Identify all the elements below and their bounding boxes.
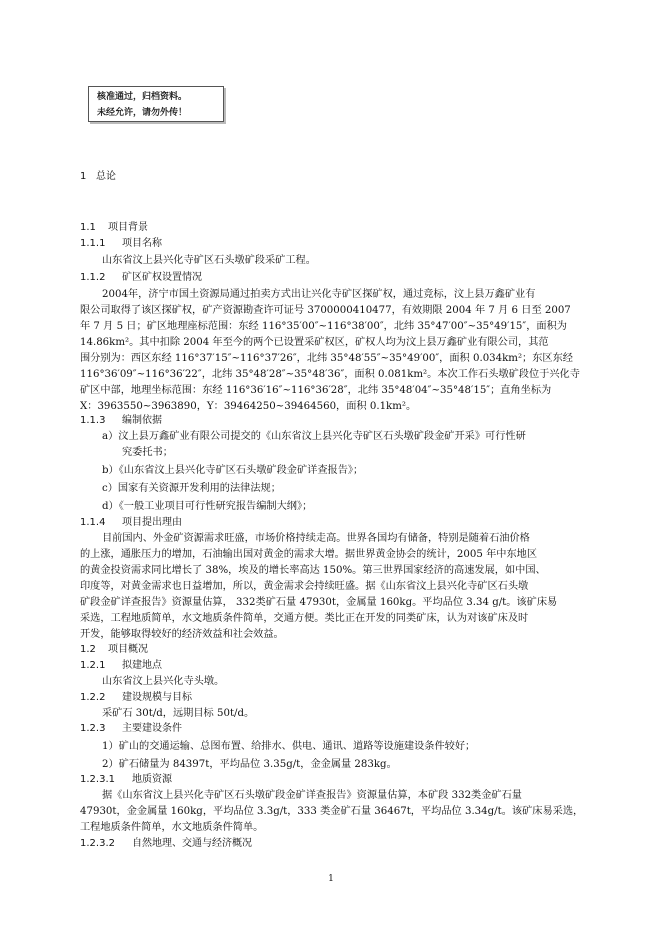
scale-text: 采矿石 30t/d，远期目标 50t/d。 (102, 708, 255, 719)
section-1-2-3-2-title: 自然地理、交通与经济概况 (132, 838, 252, 849)
approval-stamp (88, 86, 224, 122)
section-1-2-number: 1.2 (80, 644, 96, 655)
reason-line-1: 目前国内、外金矿资源需求旺盛，市场价格持续走高。世界各国均有储备，特别是随着石油价格 (102, 533, 530, 544)
resource-line-3: 工程地质条件简单，水文地质条件简单。 (80, 822, 264, 833)
basis-item-a-cont: 究委托书； (122, 447, 173, 458)
chapter-number: 1 (80, 171, 87, 182)
section-1-2-3-2-number: 1.2.3.2 (80, 838, 115, 849)
section-1-2-3-1-number: 1.2.3.1 (80, 774, 115, 785)
section-1-1-title: 项目背景 (108, 222, 148, 233)
section-1-2-1-number: 1.2.1 (80, 660, 106, 671)
section-1-1-4-title: 项目提出理由 (122, 517, 182, 528)
condition-item-2: 2）矿石储量为 84397t，平均品位 3.35g/t，金金属量 283kg。 (102, 759, 397, 770)
section-1-2-2-title: 建设规模与目标 (122, 692, 192, 703)
stamp-line-2: 未经允许，请勿外传！ (97, 108, 188, 118)
basis-item-d: d）《一般工业项目可行性研究报告编制大纲》； (102, 501, 313, 512)
rights-line-1: 2004年，济宁市国土资源局通过拍卖方式出让兴化寺矿区探矿权，通过竞标，汶上县万鑫矿业有 (102, 289, 536, 300)
reason-line-5: 矿段金矿详查报告》资源量估算， 332类矿石量 47930t，金属量 160kg。平均品位 3.34 g/t。该矿床易 (80, 597, 558, 608)
reason-line-6: 采选，工程地质简单，水文地质条件简单，交通方便。类比正在开发的同类矿床，认为对该矿床及时 (80, 613, 529, 624)
basis-item-b: b）《山东省汶上县兴化寺矿区石头墩矿段金矿详查报告》； (102, 465, 364, 476)
basis-item-c: c）国家有关资源开发利用的法律法规； (102, 483, 281, 494)
basis-item-a: a）汶上县万鑫矿业有限公司提交的《山东省汶上县兴化寺矿区石头墩矿段金矿开采》可行性研 (102, 431, 526, 442)
reason-line-2: 的上涨，通胀压力的增加，石油输出国对黄金的需求大增。据世界黄金协会的统计，2005 年中东地区 (80, 549, 538, 560)
reason-line-3: 的黄金投资需求同比增长了 38%，埃及的增长率高达 150%。第三世界国家经济的高速发展，如中国、 (80, 565, 546, 576)
project-name-text: 山东省汶上县兴化寺矿区石头墩矿段采矿工程。 (102, 255, 316, 266)
section-1-2-3-number: 1.2.3 (80, 723, 106, 734)
rights-line-2: 限公司取得了该区探矿权，矿产资源勘查许可证号 3700000410477，有效期限 2004 年 7 月 6 日至 2007 (80, 305, 571, 316)
chapter-title: 总论 (96, 171, 116, 182)
section-1-1-number: 1.1 (80, 222, 96, 233)
section-1-2-3-1-title: 地质资源 (132, 774, 172, 785)
section-1-1-2-title: 矿区矿权设置情况 (122, 272, 202, 283)
rights-line-3: 年 7 月 5 日；矿区地理座标范围：东经 116°35′00″~116°38′00″，北纬 35°47′00″~35°49′15″，面积为 (80, 321, 567, 332)
reason-line-7: 开发，能够取得较好的经济效益和社会效益。 (80, 629, 284, 640)
page-number: 1 (328, 874, 334, 884)
site-text: 山东省汶上县兴化寺头墩。 (102, 676, 225, 687)
resource-line-1: 据《山东省汶上县兴化寺矿区石头墩矿段金矿详查报告》资源量估算，本矿段 332类金矿石量 (102, 790, 522, 801)
section-1-1-1-number: 1.1.1 (80, 238, 106, 249)
section-1-2-3-title: 主要建设条件 (122, 723, 182, 734)
section-1-2-1-title: 拟建地点 (122, 660, 162, 671)
section-1-1-4-number: 1.1.4 (80, 517, 106, 528)
stamp-line-1: 核准通过，归档资料。 (97, 92, 188, 102)
section-1-2-2-number: 1.2.2 (80, 692, 106, 703)
section-1-1-3-title: 编制依据 (122, 415, 162, 426)
condition-item-1: 1）矿山的交通运输、总图布置、给排水、供电、通讯、道路等设施建设条件较好； (102, 741, 476, 752)
section-1-1-2-number: 1.1.2 (80, 272, 106, 283)
rights-line-6: 116°36′09″~116°36′22″，北纬 35°48′28″~35°48′36″，面积 0.081km²。本次工作石头墩矿段位于兴化寺 (80, 369, 580, 380)
rights-line-4: 14.86km²。其中扣除 2004 年至今的两个已设置采矿权区，矿权人均为汶上县万鑫矿业有限公司，其范 (80, 337, 549, 348)
rights-line-8: X：3963550~3963890，Y：39464250~39464560，面积 0.1km²。 (80, 401, 417, 412)
resource-line-2: 47930t，金金属量 160kg，平均品位 3.3g/t，333 类金矿石量 36467t，平均品位 3.34g/t。该矿床易采选， (80, 806, 584, 817)
rights-line-5: 围分别为：西区东经 116°37′15″~116°37′26″，北纬 35°48′55″~35°49′00″，面积 0.034km²；东区东经 (80, 353, 573, 364)
reason-line-4: 印度等，对黄金需求也日益增加，所以，黄金需求会持续旺盛。据《山东省汶上县兴化寺矿区石头墩 (80, 581, 529, 592)
section-1-1-1-title: 项目名称 (122, 238, 162, 249)
section-1-2-title: 项目概况 (108, 644, 148, 655)
rights-line-7: 矿区中部，地理坐标范围：东经 116°36′16″~116°36′28″，北纬 35°48′04″~35°48′15″；直角坐标为 (80, 385, 552, 396)
section-1-1-3-number: 1.1.3 (80, 415, 106, 426)
